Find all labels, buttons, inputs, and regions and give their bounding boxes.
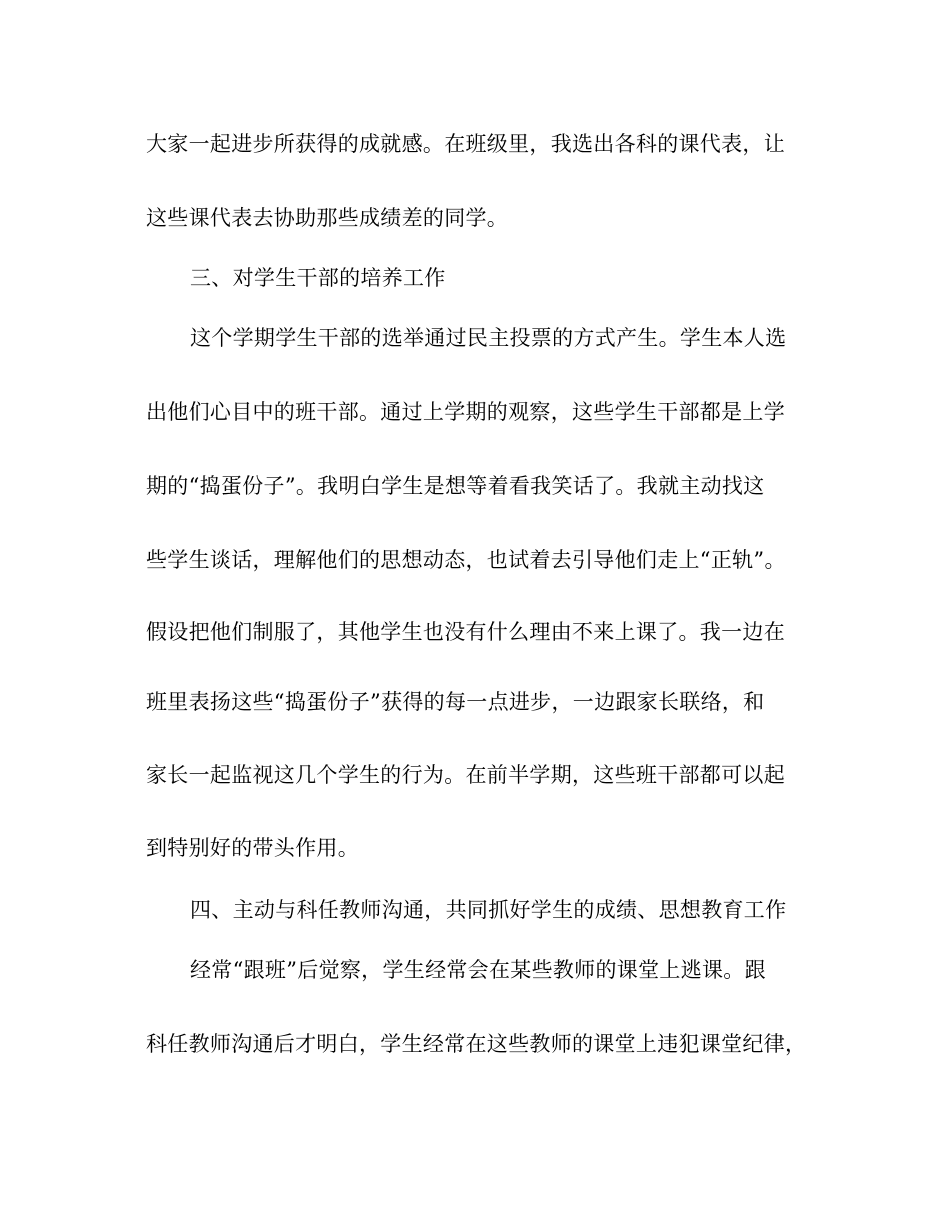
paragraph-line: 大家一起进步所获得的成就感。在班级里，我选出各科的课代表，让	[146, 132, 785, 156]
paragraph-line: 出他们心目中的班干部。通过上学期的观察，这些学生干部都是上学	[146, 400, 785, 424]
paragraph-line: 这个学期学生干部的选举通过民主投票的方式产生。学生本人选	[190, 326, 787, 350]
paragraph-line: 经常“跟班”后觉察，学生经常会在某些教师的课堂上逃课。跟	[190, 958, 766, 982]
paragraph-line: 班里表扬这些“捣蛋份子”获得的每一点进步，一边跟家长联络，和	[146, 690, 765, 714]
paragraph-line: 些学生谈话，理解他们的思想动态，也试着去引导他们走上“正轨”。	[146, 548, 786, 572]
paragraph-line: 科任教师沟通后才明白，学生经常在这些教师的课堂上违犯课堂纪律，	[146, 1032, 807, 1056]
paragraph-line: 假设把他们制服了，其他学生也没有什么理由不来上课了。我一边在	[146, 620, 785, 644]
section-heading: 四、主动与科任教师沟通，共同抓好学生的成绩、思想教育工作	[190, 898, 787, 922]
paragraph-line: 家长一起监视这几个学生的行为。在前半学期，这些班干部都可以起	[146, 763, 785, 787]
paragraph-line: 到特别好的带头作用。	[146, 836, 359, 860]
paragraph-line: 这些课代表去协助那些成绩差的同学。	[146, 206, 509, 230]
paragraph-line: 期的“捣蛋份子”。我明白学生是想等着看我笑话了。我就主动找这	[146, 474, 765, 498]
section-heading: 三、对学生干部的培养工作	[190, 266, 446, 290]
